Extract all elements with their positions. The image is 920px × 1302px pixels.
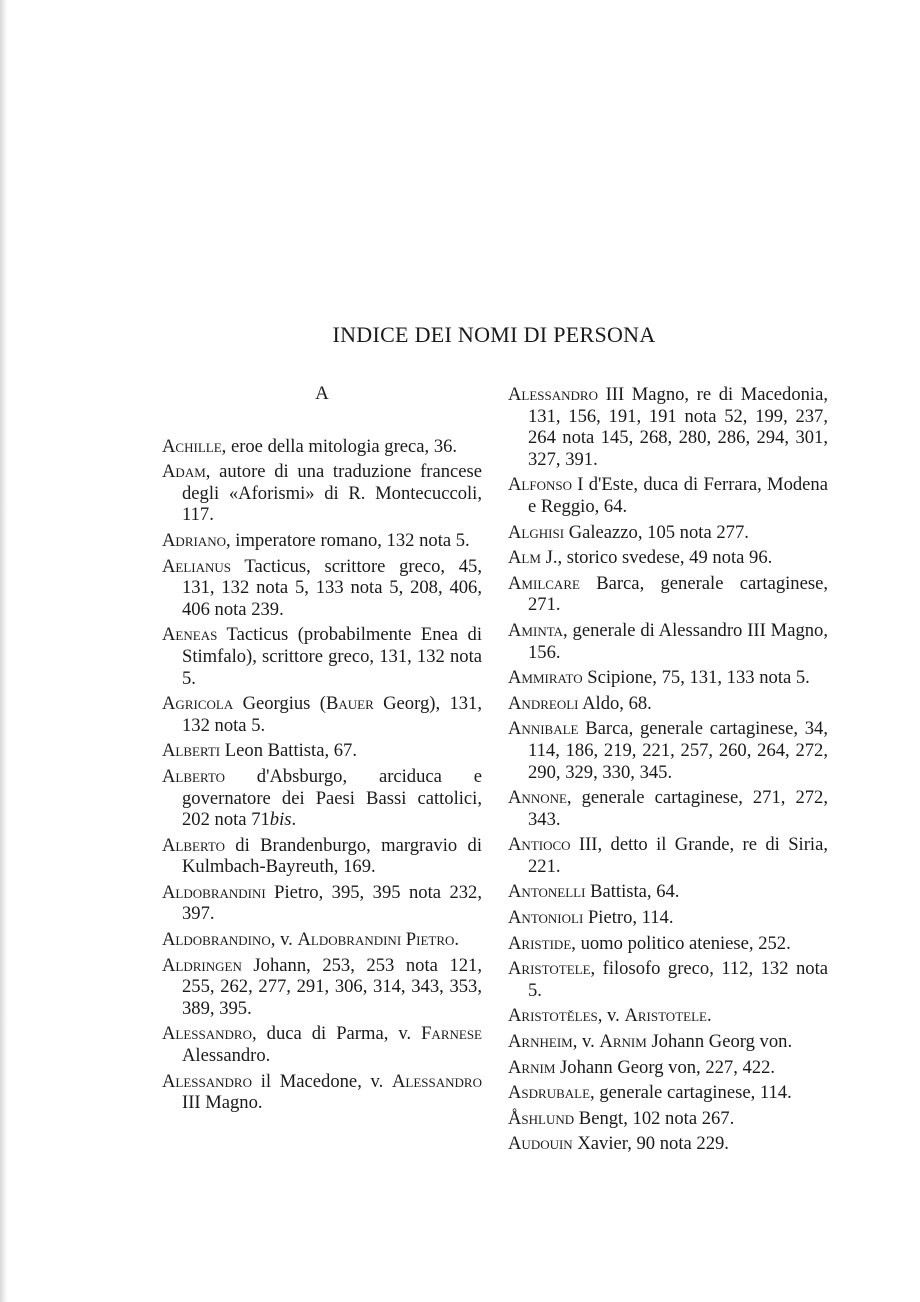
entry-text: Scipione, 75, 131, 133 nota 5. xyxy=(582,667,810,689)
index-entry xyxy=(162,740,482,762)
entry-text: , filosofo greco, 112, 132 nota 5. xyxy=(528,958,828,1001)
index-entry xyxy=(508,933,828,955)
entry-headword: Asdrubale xyxy=(508,1082,591,1104)
entry-text: , autore di una traduzione francese degli «Aforismi» di R. Montecuccoli, 117. xyxy=(182,461,482,526)
index-entry xyxy=(508,1057,828,1079)
index-entry xyxy=(508,958,828,1001)
index-entry xyxy=(162,530,482,552)
section-letter: A xyxy=(315,383,329,404)
entry-headword: Antonelli xyxy=(508,881,586,903)
entry-headword: Aminta xyxy=(508,619,563,641)
entry-headword: Antioco xyxy=(508,834,571,856)
index-entry xyxy=(508,1031,828,1053)
index-entry xyxy=(508,522,828,544)
entry-headword: Adriano xyxy=(162,529,226,551)
entry-text-tail: Johann Georg von. xyxy=(646,1031,793,1053)
entry-headword: Aristotěles xyxy=(508,1005,598,1027)
index-entry xyxy=(162,693,482,736)
entry-text-tail: . xyxy=(454,929,460,951)
index-column-left xyxy=(162,380,482,1118)
entry-headword: Adam xyxy=(162,461,206,483)
index-entry xyxy=(508,667,828,689)
entry-crossref: Aldobrandini Pietro xyxy=(297,929,455,951)
entry-headword: Aldringen xyxy=(162,954,242,976)
entry-headword: Agricola xyxy=(162,693,234,715)
index-entry xyxy=(162,955,482,1020)
entry-headword: Andreoli xyxy=(508,692,579,714)
entry-text: Xavier, 90 nota 229. xyxy=(572,1133,729,1155)
index-entry xyxy=(162,624,482,689)
entry-headword: Alberti xyxy=(162,740,221,762)
entry-text: Tacticus (probabilmente Enea di Stimfalo), scrittore greco, 131, 132 nota 5. xyxy=(182,624,482,689)
entry-text: , duca di Parma, v. xyxy=(252,1023,422,1045)
entry-list-right xyxy=(508,384,828,1155)
entry-text: , generale cartaginese, 271, 272, 343. xyxy=(528,787,828,830)
index-entry xyxy=(162,835,482,878)
entry-headword: Aristide xyxy=(508,932,572,954)
index-entry xyxy=(162,1071,482,1114)
index-entry xyxy=(508,881,828,903)
entry-text: Johann, 253, 253 nota 121, 255, 262, 277, 291, 306, 314, 343, 353, 389, 395. xyxy=(182,954,482,1019)
entry-text: Bengt, 102 nota 267. xyxy=(574,1107,735,1129)
index-entry xyxy=(508,907,828,929)
entry-text: Pietro, 395, 395 nota 232, 397. xyxy=(182,881,482,925)
index-entry xyxy=(508,1133,828,1155)
index-entry xyxy=(508,547,828,569)
entry-headword: Annone xyxy=(508,787,567,809)
entry-headword: Alghisi xyxy=(508,521,565,543)
entry-text: Georgius ( xyxy=(233,693,326,715)
entry-crossref: Alessandro xyxy=(392,1070,482,1092)
index-entry xyxy=(162,556,482,621)
entry-text: il Macedone, v. xyxy=(252,1070,392,1092)
index-entry xyxy=(508,718,828,783)
index-entry xyxy=(162,1023,482,1066)
entry-headword: Alessandro xyxy=(162,1070,252,1092)
index-entry xyxy=(508,1082,828,1104)
entry-headword: Alfonso xyxy=(508,474,572,496)
entry-headword: Ammirato xyxy=(508,667,583,689)
entry-headword: Annibale xyxy=(508,718,579,740)
index-entry xyxy=(508,693,828,715)
entry-text: Galeazzo, 105 nota 277. xyxy=(564,521,749,543)
entry-italic: bis xyxy=(269,809,292,831)
entry-text: Barca, generale cartaginese, 271. xyxy=(528,572,828,616)
entry-headword: Alberto xyxy=(162,834,225,856)
entry-text: Leon Battista, 67. xyxy=(220,740,358,762)
entry-text: , v. xyxy=(597,1005,625,1027)
entry-headword: Antonioli xyxy=(508,907,584,929)
entry-headword: Alessandro xyxy=(508,384,598,405)
entry-text-tail: . xyxy=(706,1005,712,1027)
entry-text: III Magno, re di Macedonia, 131, 156, 191, 191 nota 52, 199, 237, 264 nota 145, 268, 280, 286, 294, 301, 327, 391. xyxy=(528,384,828,470)
entry-headword: Aeneas xyxy=(162,624,218,646)
entry-headword: Arnheim xyxy=(508,1031,573,1053)
index-entry xyxy=(162,766,482,831)
index-entry xyxy=(508,384,828,470)
index-entry xyxy=(508,1005,828,1027)
index-entry xyxy=(508,834,828,877)
entry-headword: Åshlund xyxy=(508,1107,575,1129)
index-entry xyxy=(162,882,482,925)
entry-text: , generale cartaginese, 114. xyxy=(590,1082,792,1104)
entry-headword: Aldobrandini xyxy=(162,881,266,903)
entry-text: , uomo politico ateniese, 252. xyxy=(571,932,791,954)
index-entry xyxy=(508,573,828,616)
index-entry xyxy=(508,620,828,663)
page-binding-edge xyxy=(0,0,8,1302)
entry-text-tail: III Magno. xyxy=(182,1092,263,1114)
entry-text: Pietro, 114. xyxy=(583,907,674,929)
entry-crossref: Bauer xyxy=(325,693,374,715)
entry-text: Johann Georg von, 227, 422. xyxy=(555,1056,776,1078)
entry-text: I d'Este, duca di Ferrara, Modena e Reggio, 64. xyxy=(528,474,828,517)
entry-text: , v. xyxy=(572,1031,600,1053)
index-entry xyxy=(508,787,828,830)
index-column-right xyxy=(508,384,828,1159)
entry-list-left xyxy=(162,436,482,1114)
entry-headword: Arnim xyxy=(508,1056,556,1078)
entry-text: J., storico svedese, 49 nota 96. xyxy=(540,547,773,569)
entry-text: , imperatore romano, 132 nota 5. xyxy=(225,529,470,551)
entry-text: Barca, generale cartaginese, 34, 114, 186, 219, 221, 257, 260, 264, 272, 290, 329, 330, 345. xyxy=(528,718,828,783)
entry-headword: Amilcare xyxy=(508,572,580,594)
entry-text: Battista, 64. xyxy=(585,881,680,903)
entry-headword: Alberto xyxy=(162,765,225,787)
entry-headword: Alessandro xyxy=(162,1023,252,1045)
page-title: INDICE DEI NOMI DI PERSONA xyxy=(332,322,656,347)
entry-text: Tacticus, scrittore greco, 45, 131, 132 nota 5, 133 nota 5, 208, 406, 406 nota 239. xyxy=(182,555,482,620)
index-entry xyxy=(508,474,828,517)
entry-text-tail: . xyxy=(291,809,297,831)
entry-crossref: Arnim xyxy=(599,1031,647,1053)
index-entry xyxy=(162,436,482,458)
index-entry xyxy=(162,461,482,526)
entry-text: di Brandenburgo, margravio di Kulmbach-Bayreuth, 169. xyxy=(182,834,482,878)
index-entry xyxy=(162,929,482,951)
entry-text: , v. xyxy=(270,929,298,951)
entry-crossref: Farnese xyxy=(421,1023,482,1045)
entry-headword: Alm xyxy=(508,547,541,569)
entry-text: , eroe della mitologia greca, 36. xyxy=(221,435,458,457)
entry-headword: Aristotele xyxy=(508,958,591,980)
entry-text: d'Absburgo, arciduca e governatore dei Paesi Bassi cattolici, 202 nota 71 xyxy=(182,765,482,831)
entry-text: III, detto il Grande, re di Siria, 221. xyxy=(528,834,828,877)
entry-crossref: Aristotele xyxy=(624,1005,707,1027)
entry-headword: Aelianus xyxy=(162,555,232,577)
entry-text: , generale di Alessandro III Magno, 156. xyxy=(528,619,828,663)
index-entry xyxy=(508,1108,828,1130)
entry-headword: Audouin xyxy=(508,1133,573,1155)
entry-text-tail: Alessandro. xyxy=(182,1045,271,1067)
entry-text: Aldo, 68. xyxy=(578,692,652,714)
entry-headword: Achille xyxy=(162,435,222,457)
entry-headword: Aldobrandino xyxy=(162,929,271,951)
entry-text-tail: Georg), 131, 132 nota 5. xyxy=(182,693,482,736)
